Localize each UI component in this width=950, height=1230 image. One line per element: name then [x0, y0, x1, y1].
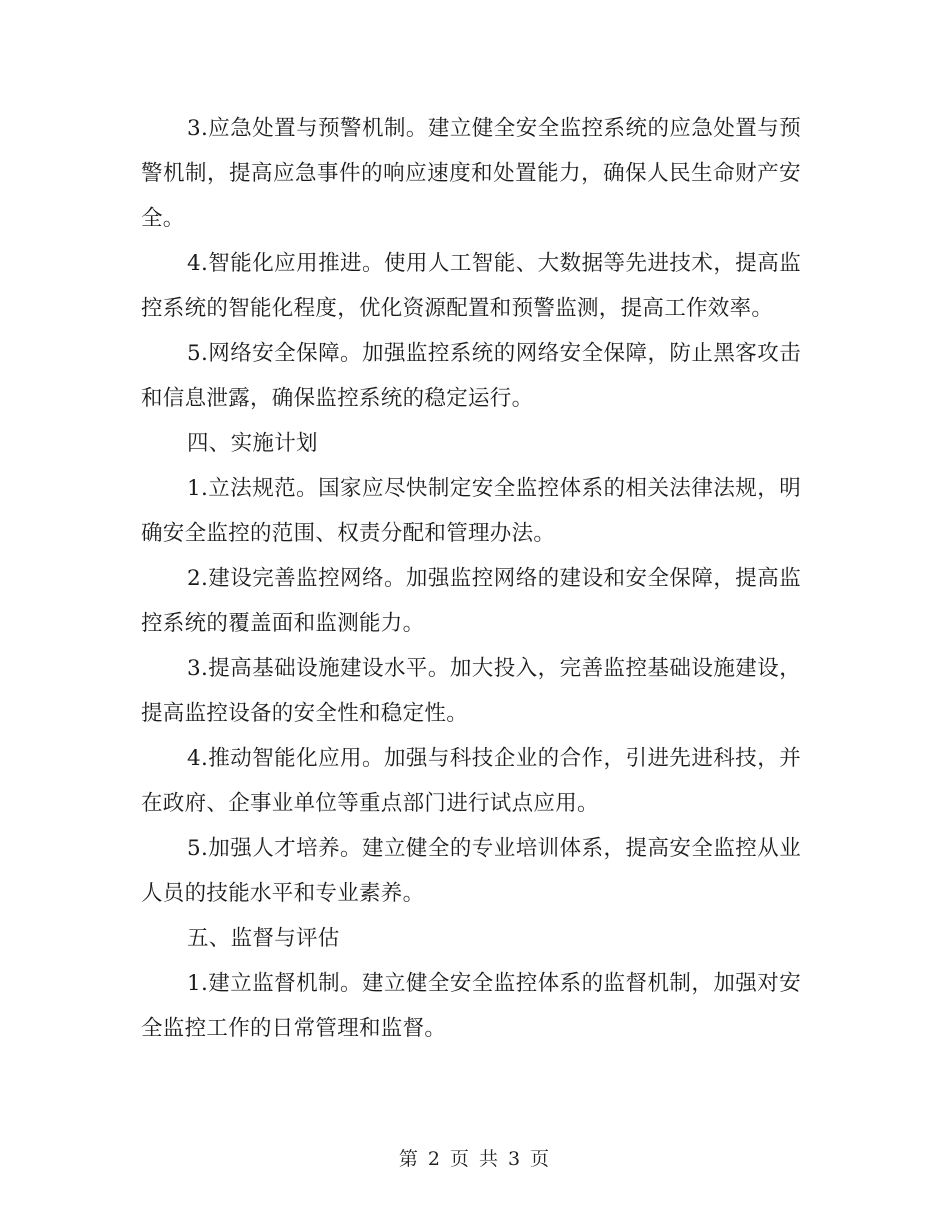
paragraph-infrastructure: 3.提高基础设施建设水平。加大投入，完善监控基础设施建设，提高监控设备的安全性和稳定性。: [141, 656, 801, 726]
document-body: [141, 106, 801, 1051]
paragraph-promote-intelligence: 4.推动智能化应用。加强与科技企业的合作，引进先进科技，并在政府、企事业单位等重点部门进行试点应用。: [141, 746, 801, 816]
paragraph-supervision-mechanism: 1.建立监督机制。建立健全安全监控体系的监督机制，加强对安全监控工作的日常管理和监督。: [141, 971, 801, 1041]
section-heading-supervision-evaluation: 五、监督与评估: [187, 926, 340, 951]
paragraph-talent-training: 5.加强人才培养。建立健全的专业培训体系，提高安全监控从业人员的技能水平和专业素养。: [141, 836, 801, 906]
page-number-footer: 第 2 页 共 3 页: [398, 1148, 552, 1170]
paragraph-emergency-response: 3.应急处置与预警机制。建立健全安全监控系统的应急处置与预警机制，提高应急事件的响应速度和处置能力，确保人民生命财产安全。: [141, 116, 801, 231]
paragraph-network-security: 5.网络安全保障。加强监控系统的网络安全保障，防止黑客攻击和信息泄露，确保监控系统的稳定运行。: [141, 341, 801, 411]
paragraph-intelligent-application: 4.智能化应用推进。使用人工智能、大数据等先进技术，提高监控系统的智能化程度，优化资源配置和预警监测，提高工作效率。: [141, 251, 801, 321]
paragraph-monitoring-network: 2.建设完善监控网络。加强监控网络的建设和安全保障，提高监控系统的覆盖面和监测能力。: [141, 566, 801, 636]
section-heading-implementation-plan: 四、实施计划: [187, 431, 318, 456]
paragraph-legislation: 1.立法规范。国家应尽快制定安全监控体系的相关法律法规，明确安全监控的范围、权责分配和管理办法。: [141, 476, 801, 546]
